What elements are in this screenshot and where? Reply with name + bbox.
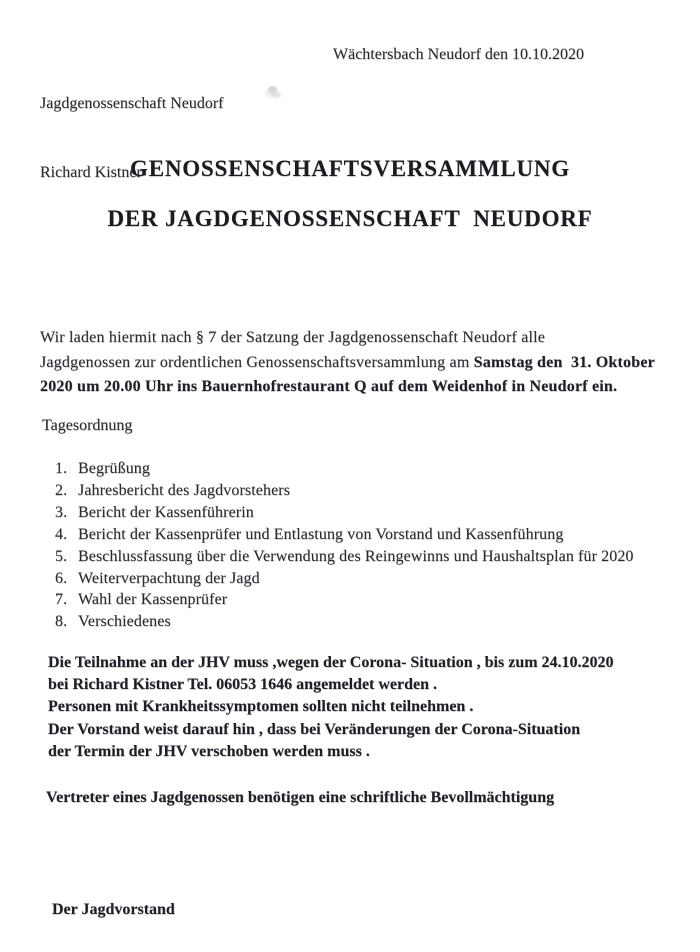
invitation-paragraph — [40, 326, 668, 400]
invitation-line-2 — [40, 351, 668, 376]
corona-notice-line-4: Der Vorstand weist darauf hin , dass bei Veränderungen der Corona-Situation — [48, 720, 581, 738]
corona-notice-line-1: Die Teilnahme an der JHV muss ,wegen der Corona- Situation , bis zum 24.10.2020 — [48, 654, 614, 671]
corona-notice-line-2: bei Richard Kistner Tel. 06053 1646 angemeldet werden . — [48, 676, 438, 694]
sender-person: Richard Kistner — [40, 164, 142, 181]
agenda-item-4-number: 4. — [55, 525, 68, 543]
agenda-item-3-number: 3. — [55, 503, 68, 521]
invitation-line-2-normal: Jagdgenossen zur ordentlichen Genossenschaftsversammlung am — [40, 353, 474, 371]
agenda-item-8 — [55, 611, 675, 633]
agenda-item-2-number: 2. — [55, 481, 68, 499]
agenda-item-1-text: Begrüßung — [78, 460, 151, 477]
invitation-line-2-bold: Samstag den 31. Oktober — [473, 353, 655, 371]
agenda-item-5-text: Beschlussfassung über die Verwendung des Reingewinns und Haushaltsplan für 2020 — [78, 547, 634, 565]
agenda-item-3-text: Bericht der Kassenführerin — [78, 503, 254, 521]
proxy-note: Vertreter eines Jagdgenossen benötigen eine schriftliche Bevollmächtigung — [46, 789, 555, 806]
agenda-item-4 — [55, 524, 675, 546]
agenda-item-6-text: Weiterverpachtung der Jagd — [78, 569, 260, 587]
agenda-item-6 — [55, 568, 675, 590]
sender-organization: Jagdgenossenschaft Neudorf — [40, 95, 224, 112]
agenda-item-4-text: Bericht der Kassenprüfer und Entlastung von Vorstand und Kassenführung — [78, 525, 564, 543]
agenda-item-2 — [55, 480, 675, 502]
agenda-list — [55, 458, 675, 633]
sender-block — [40, 46, 224, 230]
agenda-item-1 — [55, 458, 675, 480]
corona-notice-line-5: der Termin der JHV verschoben werden muss . — [48, 742, 370, 760]
document-title-line1: GENOSSENSCHAFTSVERSAMMLUNG — [130, 156, 570, 181]
corona-notice-line-3: Personen mit Krankheitssymptomen sollten nicht teilnehmen . — [48, 698, 474, 716]
agenda-item-5 — [55, 546, 675, 568]
agenda-item-8-text: Verschiedenes — [78, 613, 171, 631]
invitation-line-1: Wir laden hiermit nach § 7 der Satzung der Jagdgenossenschaft Neudorf alle — [40, 329, 546, 346]
place-date-line: Wächtersbach Neudorf den 10.10.2020 — [333, 46, 585, 63]
agenda-item-8-number: 8. — [55, 613, 68, 631]
document-title-line2: DER JAGDGENOSSENSCHAFT NEUDORF — [107, 206, 593, 231]
scan-artifact-speck — [268, 86, 277, 93]
agenda-item-7 — [55, 589, 675, 611]
agenda-item-1-number: 1. — [55, 460, 68, 477]
agenda-item-3 — [55, 502, 675, 524]
agenda-item-2-text: Jahresbericht des Jagdvorstehers — [78, 481, 291, 499]
agenda-item-7-text: Wahl der Kassenprüfer — [78, 591, 228, 609]
agenda-item-7-number: 7. — [55, 591, 68, 609]
agenda-heading: Tagesordnung — [42, 417, 133, 434]
agenda-item-5-number: 5. — [55, 547, 68, 565]
invitation-line-3: 2020 um 20.00 Uhr ins Bauernhofrestaurant Q auf dem Weidenhof in Neudorf ein. — [40, 378, 618, 395]
corona-notice — [48, 652, 678, 763]
signature-line: Der Jagdvorstand — [52, 901, 175, 918]
agenda-item-6-number: 6. — [55, 569, 68, 587]
